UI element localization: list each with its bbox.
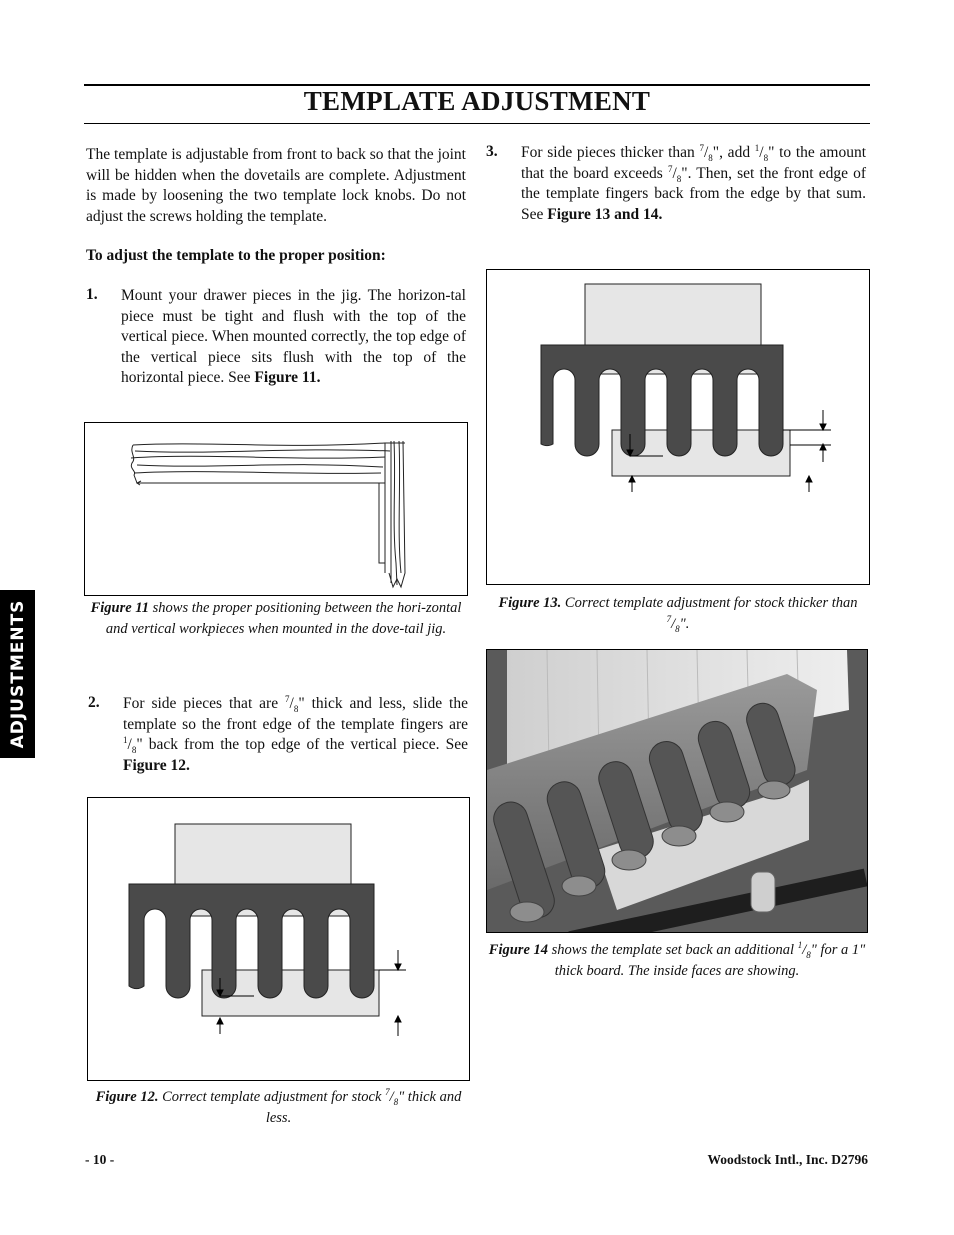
figure-12-label: Figure 12. — [95, 1089, 159, 1105]
figure-11-drawing — [85, 423, 468, 596]
step-1-number: 1. — [86, 286, 98, 303]
step-3-figure-ref: Figure 13 and 14. — [547, 205, 663, 223]
figure-11-label: Figure 11 — [90, 600, 149, 616]
step-1-figure-ref: Figure 11. — [254, 369, 321, 386]
figure-11-caption: Figure 11 shows the proper positioning between the hori-zontal and vertical workpieces when mounted in the dove-tail jig. — [90, 600, 462, 637]
page-title: TEMPLATE ADJUSTMENT — [303, 86, 651, 116]
figure-13-label: Figure 13. — [498, 595, 562, 611]
figure-14-caption: Figure 14 shows the template set back an additional $^1/_8$" for a 1" thick board. The inside faces are showing. — [488, 940, 866, 979]
figure-14-label: Figure 14 — [488, 942, 548, 958]
figure-13-drawing — [487, 270, 870, 585]
procedure-subheading: To adjust the template to the proper position: — [86, 247, 386, 264]
figure-13 — [486, 269, 870, 585]
intro-paragraph: The template is adjustable from front to back so that the joint will be hidden when the dovetails are complete. Adjustment is made by loosening the two template lock knobs. Do not adjust the screws holding the template. — [86, 146, 466, 225]
step-2-text: For side pieces that are $^7/_8$" thick and less, slide the template so the front edge of the template fingers are $^1/_8$" back from the top edge of the vertical piece. See Figure 12. — [123, 693, 468, 774]
page-number: - 10 - — [85, 1152, 115, 1167]
title-bottom-rule — [84, 123, 870, 124]
step-3-text: For side pieces thicker than $^7/_8$", add $^1/_8$" to the amount that the board exceeds $^7/_8$". Then, set the front edge of the template fingers back from the edge by that sum. See Figure 13 and 14. — [521, 142, 867, 223]
step-2-number: 2. — [88, 694, 100, 711]
figure-11 — [84, 422, 468, 596]
step-3-number: 3. — [486, 143, 498, 160]
figure-13-caption: Figure 13. Correct template adjustment for stock thicker than $^7/_8$". — [498, 595, 858, 634]
figure-14-drawing — [487, 650, 868, 933]
step-1-text: Mount your drawer pieces in the jig. The horizon-tal piece must be tight and flush with the top of the vertical piece. When mounted correctly, the top edge of the vertical piece sits flush with the top of the horizontal piece. See Figure 11. — [121, 287, 466, 386]
side-tab — [0, 590, 35, 758]
figure-12 — [87, 797, 470, 1081]
footer-company: Woodstock Intl., Inc. D2796 — [707, 1152, 868, 1167]
figure-14-photo — [486, 649, 868, 933]
figure-12-drawing — [88, 798, 470, 1081]
step-2-figure-ref: Figure 12. — [123, 756, 190, 774]
figure-12-caption: Figure 12. Correct template adjustment for stock $^7/_8$" thick and less. — [95, 1087, 462, 1126]
side-tab-label: ADJUSTMENTS — [7, 599, 28, 749]
